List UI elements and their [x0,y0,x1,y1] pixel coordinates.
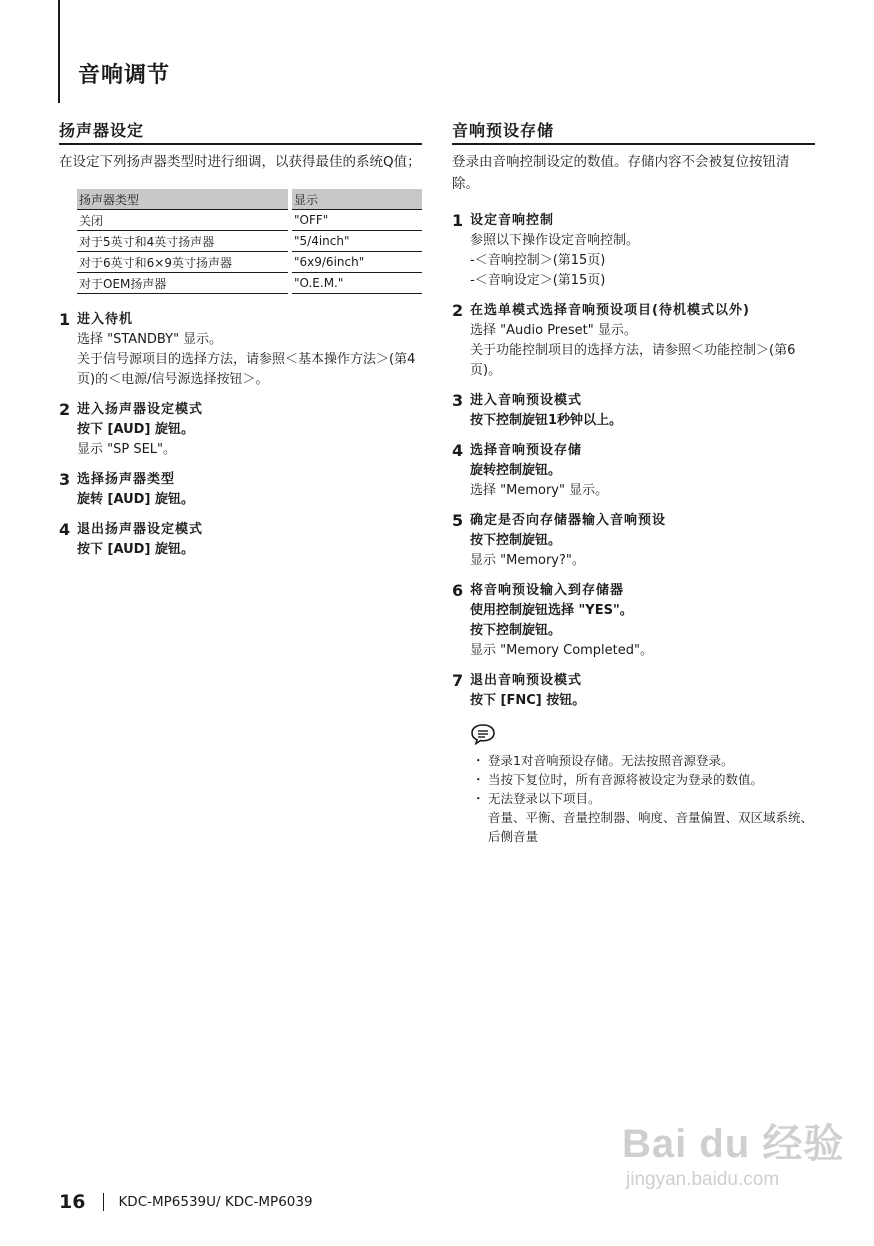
speaker-type-table [77,189,422,294]
step-text: 显示 "Memory Completed"。 [470,643,653,658]
step-item [452,511,815,571]
step-number: 2 [59,400,71,419]
step-item [452,671,815,711]
step-instruction: 按下 [AUD] 旋钮。 [77,542,194,557]
step-text: 选择 "STANDBY" 显示。 [77,332,223,347]
step-instruction: 按下控制旋钮1秒钟以上。 [470,413,623,428]
step-title: 在选单模式选择音响预设项目(待机模式以外) [470,303,750,318]
step-title: 设定音响控制 [470,213,555,228]
step-item [452,301,815,381]
table-header-row [77,189,422,210]
table-cell: 对于5英寸和4英寸扬声器 [77,231,288,252]
baidu-watermark [622,1112,844,1191]
section-title: 扬声器设定 [59,118,422,145]
page-title: 音响调节 [78,63,171,88]
watermark-url: jingyan.baidu.com [626,1169,780,1190]
step-instruction: 按下 [FNC] 按钮。 [470,693,586,708]
step-number: 1 [452,211,464,230]
note-item: ・ 无法登录以下项目。 音量、平衡、音量控制器、响度、音量偏置、双区域系统、后侧音量 [472,791,814,844]
step-text: 参照以下操作设定音响控制。 [470,233,640,248]
table-header: 扬声器类型 [77,189,288,210]
table-row [77,252,422,273]
section-intro: 在设定下列扬声器类型时进行细调，以获得最佳的系统Q值； [59,154,421,170]
step-number: 6 [452,581,464,600]
step-instruction: 按下 [AUD] 旋钮。 [77,422,194,437]
table-header: 显示 [292,189,422,210]
step-item [59,310,422,390]
table-cell: "OFF" [292,210,422,231]
footer-divider [103,1193,104,1211]
step-title: 退出音响预设模式 [470,673,583,688]
table-row [77,231,422,252]
step-item [59,520,422,560]
step-item [452,391,815,431]
model-name: KDC-MP6539U/ KDC-MP6039 [118,1194,313,1210]
step-number: 2 [452,301,464,320]
step-title: 选择音响预设存储 [470,443,583,458]
step-list [59,310,422,560]
step-text: 关于信号源项目的选择方法，请参照＜基本操作方法＞(第4页)的＜电源/信号源选择按钮＞。 [77,352,416,387]
step-text: 选择 "Memory" 显示。 [470,483,609,498]
step-title: 退出扬声器设定模式 [77,522,204,537]
step-instruction: 使用控制旋钮选择 "YES"。 [470,603,633,618]
table-row [77,273,422,294]
step-number: 4 [452,441,464,460]
step-instruction: 旋转控制旋钮。 [470,463,562,478]
table-cell: "6x9/6inch" [292,252,422,273]
table-cell: "5/4inch" [292,231,422,252]
step-title: 进入音响预设模式 [470,393,583,408]
table-cell: "O.E.M." [292,273,422,294]
step-item [59,470,422,510]
table-cell: 关闭 [77,210,288,231]
step-title: 确定是否向存储器输入音响预设 [470,513,667,528]
speaker-setting-section [59,118,422,570]
step-title: 选择扬声器类型 [77,472,176,487]
step-title: 将音响预设输入到存储器 [470,583,625,598]
note-item: ・ 登录1对音响预设存储。无法按照音源登录。 [472,753,734,768]
section-intro: 登录由音响控制设定的数值。存储内容不会被复位按钮清除。 [452,154,790,192]
note-list [452,751,815,846]
step-title: 进入扬声器设定模式 [77,402,204,417]
step-number: 1 [59,310,71,329]
note-text: 当按下复位时，所有音源将被设定为登录的数值。 [488,772,764,787]
audio-preset-section [452,118,815,846]
step-instruction: 按下控制旋钮。 [470,533,562,548]
step-text: 显示 "SP SEL"。 [77,442,177,457]
section-title: 音响预设存储 [452,118,815,145]
step-text: 选择 "Audio Preset" 显示。 [470,323,637,338]
note-subtext: 音量、平衡、音量控制器、响度、音量偏置、双区域系统、后侧音量 [488,810,814,844]
step-number: 5 [452,511,464,530]
note-text: 登录1对音响预设存储。无法按照音源登录。 [488,753,734,768]
table-row [77,210,422,231]
step-title: 进入待机 [77,312,134,327]
watermark-logo-text: Bai du 经验 [622,1122,845,1166]
table-cell: 对于6英寸和6×9英寸扬声器 [77,252,288,273]
step-number: 4 [59,520,71,539]
step-text: -＜音响设定＞(第15页) [470,273,606,288]
step-list [452,211,815,711]
step-item [452,211,815,291]
step-number: 3 [452,391,464,410]
step-number: 3 [59,470,71,489]
page-footer [59,1191,313,1213]
note-item: ・ 当按下复位时，所有音源将被设定为登录的数值。 [472,772,764,787]
step-instruction: 旋转 [AUD] 旋钮。 [77,492,194,507]
step-instruction: 按下控制旋钮。 [470,623,562,638]
step-text: 关于功能控制项目的选择方法，请参照＜功能控制＞(第6页)。 [470,343,796,378]
title-rule [58,0,60,103]
step-item [452,581,815,661]
note-text: 无法登录以下项目。 [488,791,601,806]
step-text: 显示 "Memory?"。 [470,553,585,568]
page-number: 16 [59,1191,86,1213]
step-item [452,441,815,501]
step-item [59,400,422,460]
note-speech-bubble-icon [470,723,496,745]
step-text: -＜音响控制＞(第15页) [470,253,606,268]
table-cell: 对于OEM扬声器 [77,273,288,294]
step-number: 7 [452,671,464,690]
